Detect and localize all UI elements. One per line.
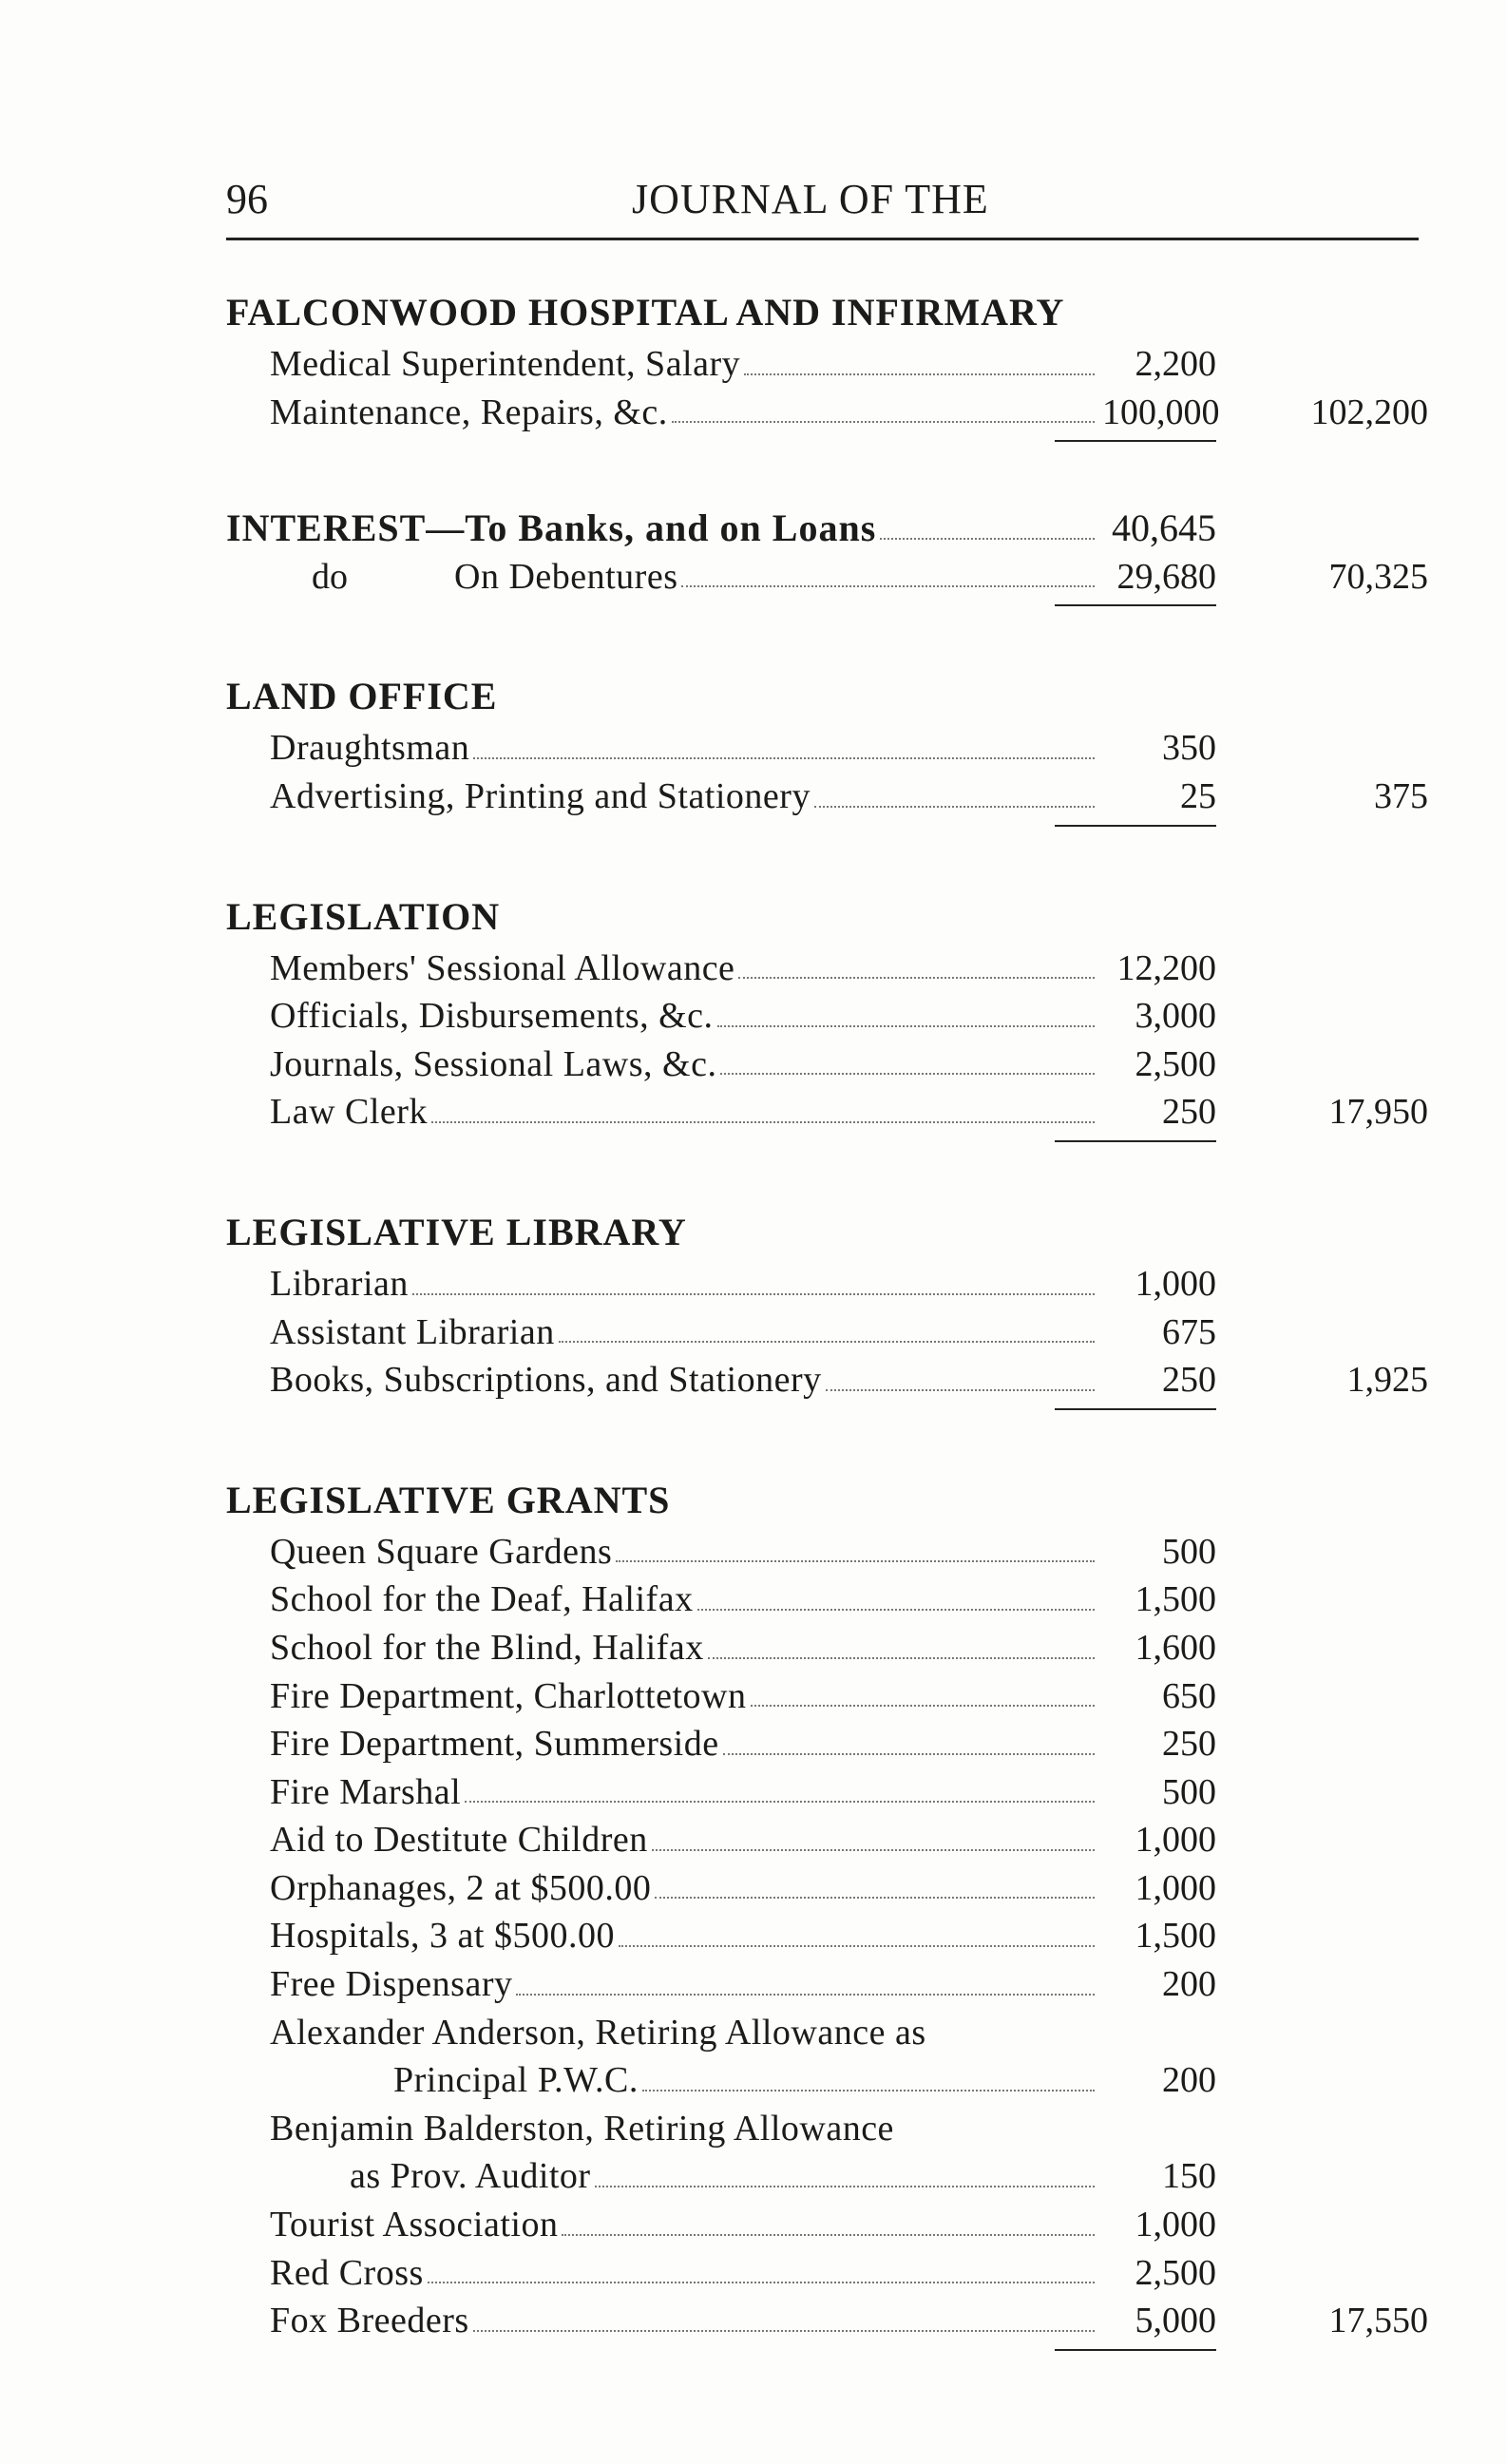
leader-dots: [516, 1992, 1095, 1996]
subtotal-rule: [226, 601, 1428, 623]
leader-dots: [619, 1943, 1095, 1947]
section-total: 375: [1374, 775, 1428, 816]
item-amount: 1,600: [1135, 1627, 1216, 1668]
leader-dots: [751, 1703, 1096, 1707]
list-item: [226, 2201, 1428, 2249]
item-label: Benjamin Balderston, Retiring Allowance: [270, 2108, 894, 2149]
list-item: [226, 1308, 1428, 1357]
leader-dots: [826, 1387, 1095, 1391]
item-amount: 29,680: [1116, 556, 1216, 597]
list-item: [226, 553, 1428, 602]
leader-dots: [616, 1558, 1095, 1562]
item-amount: 650: [1162, 1675, 1216, 1716]
list-item: [226, 2009, 1428, 2057]
appropriations-list: [226, 285, 1428, 2368]
subtotal-rule: [226, 436, 1428, 459]
list-item: [226, 1528, 1428, 1576]
list-item: [226, 1720, 1428, 1768]
item-label: Queen Square Gardens: [270, 1531, 613, 1572]
leader-dots: [655, 1895, 1095, 1899]
leader-dots: [697, 1607, 1095, 1611]
section-land-office: [226, 669, 1428, 843]
list-item: [226, 724, 1428, 773]
item-amount: 250: [1162, 1724, 1216, 1765]
list-item: [226, 2297, 1428, 2345]
list-item: [226, 1768, 1428, 1817]
section-title: LEGISLATION: [226, 894, 501, 938]
item-label: Fire Department, Charlottetown: [270, 1675, 747, 1716]
item-label: Red Cross: [270, 2252, 424, 2293]
list-item: [226, 1041, 1428, 1089]
item-label: School for the Deaf, Halifax: [270, 1579, 694, 1620]
leader-dots: [738, 975, 1095, 979]
item-label: Aid to Destitute Children: [270, 1820, 648, 1861]
section-title: INTEREST—To Banks, and on Loans: [226, 506, 877, 550]
leader-dots: [473, 2328, 1095, 2332]
item-amount: 40,645: [1112, 506, 1216, 550]
list-item: [226, 1912, 1428, 1960]
section-total: 70,325: [1328, 556, 1428, 597]
leader-dots: [562, 2232, 1095, 2236]
leader-dots: [744, 372, 1095, 375]
item-amount: 1,000: [1135, 1867, 1216, 1908]
leader-dots: [720, 1071, 1095, 1075]
leader-dots: [431, 1119, 1095, 1123]
item-label: School for the Blind, Halifax: [270, 1627, 704, 1668]
item-label: Hospitals, 3 at $500.00: [270, 1916, 615, 1957]
item-amount: 500: [1162, 1531, 1216, 1572]
item-label-continuation: as Prov. Auditor: [350, 2156, 591, 2197]
item-label: Fox Breeders: [270, 2301, 469, 2341]
item-label: Books, Subscriptions, and Stationery: [270, 1360, 822, 1401]
leader-dots: [814, 804, 1095, 808]
leader-dots: [595, 2184, 1095, 2187]
item-amount: 2,500: [1135, 2252, 1216, 2293]
list-item: [226, 340, 1428, 389]
list-item: [226, 1576, 1428, 1624]
item-label: On Debentures: [454, 556, 678, 597]
item-amount: 3,000: [1135, 996, 1216, 1037]
running-title: JOURNAL OF THE: [632, 176, 989, 222]
leader-dots: [642, 2088, 1095, 2092]
item-amount: 150: [1162, 2156, 1216, 2197]
section-total: 17,550: [1328, 2301, 1428, 2341]
item-label: Law Clerk: [270, 1092, 428, 1133]
section-title: LEGISLATIVE LIBRARY: [226, 1210, 687, 1253]
list-item: [226, 773, 1428, 821]
item-label: Officials, Disbursements, &c.: [270, 996, 714, 1037]
leader-dots: [473, 755, 1095, 759]
item-amount: 675: [1162, 1311, 1216, 1352]
item-label: Tourist Association: [270, 2205, 559, 2245]
list-item-continuation: [226, 2152, 1428, 2201]
section-legislation: [226, 889, 1428, 1159]
item-amount: 12,200: [1116, 947, 1216, 988]
item-amount: 2,500: [1135, 1043, 1216, 1084]
item-amount: 1,000: [1135, 2205, 1216, 2245]
leader-dots: [428, 2280, 1095, 2283]
list-item: [226, 1624, 1428, 1672]
leader-dots: [717, 1023, 1095, 1027]
section-total: 17,950: [1328, 1092, 1428, 1133]
subtotal-rule: [226, 1404, 1428, 1427]
item-label: Fire Department, Summerside: [270, 1724, 719, 1765]
list-item: [226, 389, 1428, 437]
list-item: [226, 1356, 1428, 1404]
section-title: LAND OFFICE: [226, 675, 498, 718]
list-item: [226, 1960, 1428, 2009]
list-item: [226, 945, 1428, 993]
item-label: Draughtsman: [270, 728, 470, 769]
section-falconwood: [226, 285, 1428, 459]
item-amount: 250: [1162, 1092, 1216, 1133]
item-label: Advertising, Printing and Stationery: [270, 775, 811, 816]
list-item-continuation: [226, 2056, 1428, 2105]
list-item: [226, 2105, 1428, 2153]
item-label-continuation: Principal P.W.C.: [393, 2060, 639, 2101]
item-amount: 1,000: [1135, 1263, 1216, 1304]
page-number: 96: [226, 176, 268, 222]
section-title: FALCONWOOD HOSPITAL AND INFIRMARY: [226, 291, 1065, 334]
leader-dots: [652, 1847, 1095, 1851]
item-amount: 200: [1162, 1964, 1216, 2005]
leader-dots: [559, 1339, 1095, 1343]
subtotal-rule: [226, 821, 1428, 844]
section-legislative-library: [226, 1205, 1428, 1427]
leader-dots: [672, 419, 1095, 423]
list-item: [226, 1816, 1428, 1864]
item-amount: 250: [1162, 1360, 1216, 1401]
ditto-mark: do: [312, 556, 348, 597]
item-label: Journals, Sessional Laws, &c.: [270, 1043, 717, 1084]
item-label: Maintenance, Repairs, &c.: [270, 392, 668, 432]
item-label: Members' Sessional Allowance: [270, 947, 735, 988]
item-label: Free Dispensary: [270, 1964, 513, 2005]
item-label: Fire Marshal: [270, 1771, 462, 1812]
leader-dots: [412, 1291, 1095, 1295]
subtotal-rule: [226, 2345, 1428, 2368]
item-label: Alexander Anderson, Retiring Allowance as: [270, 2012, 926, 2053]
item-label: Librarian: [270, 1263, 409, 1304]
leader-dots: [681, 583, 1095, 587]
item-amount: 1,500: [1135, 1916, 1216, 1957]
leader-dots: [465, 1799, 1095, 1803]
list-item: [226, 2249, 1428, 2298]
list-item: [226, 1672, 1428, 1721]
list-item: [226, 1864, 1428, 1913]
item-label: Medical Superintendent, Salary: [270, 344, 741, 384]
item-label: Orphanages, 2 at $500.00: [270, 1867, 652, 1908]
section-interest: [226, 505, 1428, 623]
item-amount: 1,000: [1135, 1820, 1216, 1861]
page-header: [226, 171, 1419, 240]
leader-dots: [708, 1655, 1095, 1659]
leader-dots: [880, 536, 1095, 540]
item-amount: 5,000: [1135, 2301, 1216, 2341]
item-amount: 1,500: [1135, 1579, 1216, 1620]
list-item: [226, 1088, 1428, 1136]
section-total: 102,200: [1310, 392, 1428, 432]
list-item: [226, 505, 1428, 553]
item-amount: 350: [1162, 728, 1216, 769]
section-legislative-grants: [226, 1473, 1428, 2368]
item-amount: 200: [1162, 2060, 1216, 2101]
item-amount: 500: [1162, 1771, 1216, 1812]
item-amount: 2,200: [1135, 344, 1216, 384]
section-total: 1,925: [1346, 1360, 1428, 1401]
item-label: Assistant Librarian: [270, 1311, 555, 1352]
list-item: [226, 1260, 1428, 1308]
item-amount: 100,000: [1102, 392, 1220, 432]
leader-dots: [723, 1751, 1095, 1755]
item-amount: 25: [1180, 775, 1216, 816]
list-item: [226, 992, 1428, 1041]
subtotal-rule: [226, 1136, 1428, 1159]
section-title: LEGISLATIVE GRANTS: [226, 1478, 671, 1521]
